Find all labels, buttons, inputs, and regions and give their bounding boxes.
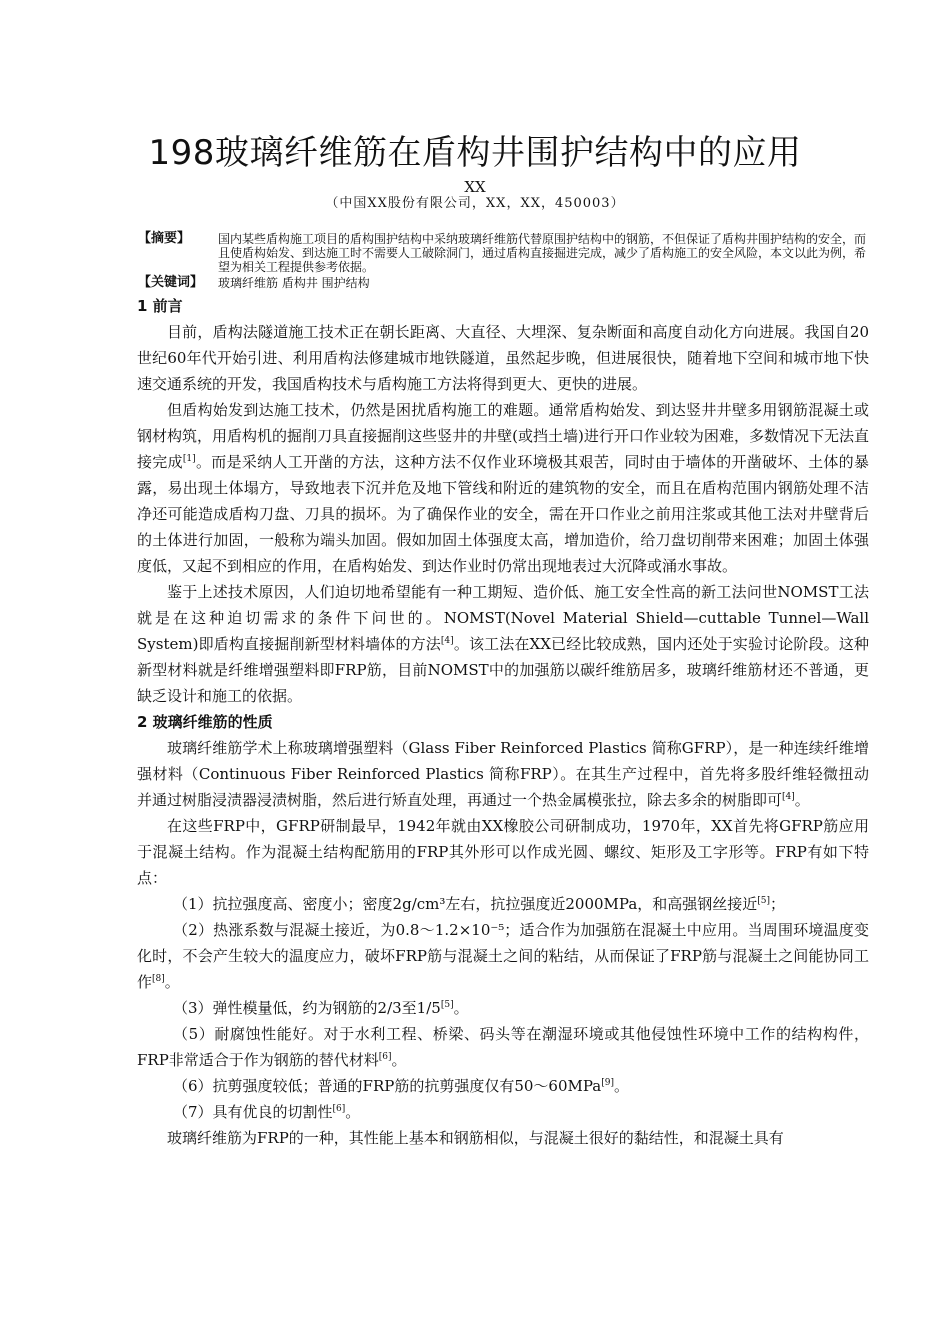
body-text — [137, 293, 869, 1151]
paragraph: 目前，盾构法隧道施工技术正在朝长距离、大直径、大埋深、复杂断面和高度自动化方向进展。我国自20世纪60年代开始引进、利用盾构法修建城市地铁隧道，虽然起步晚，但进展很快，随着地下空间和城市地下快速交通系统的开发，我国盾构技术与盾构施工方法将得到更大、更快的进展。 — [137, 323, 869, 393]
paragraph: 在这些FRP中，GFRP研制最早，1942年就由XX橡胶公司研制成功，1970年，XX首先将GFRP筋应用于混凝土结构。作为混凝土结构配筋用的FRP其外形可以作成光圆、螺纹、矩形及工字形等。FRP有如下特点： — [137, 817, 869, 887]
text-run: 。 — [164, 973, 180, 991]
paragraph: 玻璃纤维筋为FRP的一种，其性能上基本和钢筋相似，与混凝土很好的黏结性，和混凝土具有 — [167, 1129, 784, 1147]
text-run: （5）耐腐蚀性能好。对于水利工程、桥梁、码头等在潮湿环境或其他侵蚀性环境中工作的结构构件，FRP非常适合于作为钢筋的替代材料 — [137, 1025, 869, 1069]
text-run: 。 — [453, 999, 469, 1017]
text-run: 鉴于上述技术原因，人们迫切地希望能有一种工期短、造价低、施工安全性高的新工法问世NOMST工法就是在这种迫切需求的条件下问世的。NOMST(Novel Material Shield—cuttable Tunnel—Wall System)即盾构直接掘削新型材料墙体的方法 — [137, 583, 869, 653]
list-item — [137, 1021, 869, 1073]
paragraph — [137, 397, 869, 579]
citation[interactable]: [8] — [152, 974, 165, 984]
text-run: 玻璃纤维筋学术上称玻璃增强塑料（Glass Fiber Reinforced Plastics 简称GFRP），是一种连续纤维增强材料（Continuous Fiber Reinforced Plastics 简称FRP）。在其生产过程中，首先将多股纤维轻微扭动并通过树脂浸渍器浸渍树脂，然后进行矫直处理，再通过一个热金属模张拉，除去多余的树脂即可 — [137, 739, 869, 809]
citation[interactable]: [5] — [440, 1000, 454, 1010]
citation[interactable]: [9] — [601, 1078, 614, 1088]
paper-title: 198玻璃纤维筋在盾构井围护结构中的应用 — [148, 133, 802, 173]
keywords-text: 玻璃纤维筋 盾构井 围护结构 — [218, 276, 370, 290]
abstract-label: 【摘要】 — [138, 231, 191, 246]
text-run: （6）抗剪强度较低；普通的FRP筋的抗剪强度仅有50～60MPa — [173, 1077, 602, 1095]
citation[interactable]: [6] — [378, 1052, 392, 1062]
paragraph — [137, 735, 869, 813]
text-run: （3）弹性模量低，约为钢筋的2/3至1/5 — [173, 999, 441, 1017]
text-run: 但盾构始发到达施工技术，仍然是困扰盾构施工的难题。通常盾构始发、到达竖井井壁多用钢筋混凝土或钢材构筑，用盾构机的掘削刀具直接掘削这些竖井的井壁(或挡土墙)进行开口作业较为困难，多数情况下无法直接完成 — [137, 401, 869, 471]
citation[interactable]: [1] — [182, 454, 196, 464]
list-item — [137, 917, 869, 995]
text-run: ； — [770, 895, 786, 913]
list-item — [137, 995, 869, 1021]
abstract-row — [138, 232, 866, 274]
author: XX — [464, 178, 486, 196]
citation[interactable]: [5] — [757, 896, 771, 906]
text-run: 。 — [345, 1103, 361, 1121]
list-item — [137, 1073, 869, 1099]
affiliation: （中国XX股份有限公司，XX，XX，450003） — [325, 196, 625, 211]
text-run: （1）抗拉强度高、密度小；密度2g/cm³左右，抗拉强度近2000MPa，和高强钢丝接近 — [173, 895, 758, 913]
section-2-heading: 2 玻璃纤维筋的性质 — [137, 713, 273, 731]
text-run: 。 — [391, 1051, 407, 1069]
list-item — [137, 891, 869, 917]
citation[interactable]: [6] — [332, 1104, 346, 1114]
citation[interactable]: [4] — [440, 636, 454, 646]
text-run: 。 — [794, 791, 810, 809]
section-1-heading: 1 前言 — [137, 297, 183, 315]
keywords-row — [138, 276, 866, 290]
citation[interactable]: [4] — [782, 792, 795, 802]
list-item — [137, 1099, 869, 1125]
text-run: 。 — [614, 1077, 630, 1095]
text-run: 。而是采纳人工开凿的方法，这种方法不仅作业环境极其艰苦，同时由于墙体的开凿破坏、土体的暴露，易出现土体塌方，导致地表下沉并危及地下管线和附近的建筑物的安全，而且在盾构范围内钢筋处理不洁净还可能造成盾构刀盘、刀具的损坏。为了确保作业的安全，需在开口作业之前用注浆或其他工法对井壁背后的土体进行加固，一般称为端头加固。假如加固土体强度太高，增加造价，给刀盘切削带来困难；加固土体强度低，又起不到相应的作用，在盾构始发、到达作业时仍常出现地表过大沉降或涌水事故。 — [137, 453, 869, 575]
keywords-label: 【关键词】 — [138, 275, 204, 290]
text-run: （7）具有优良的切割性 — [173, 1103, 333, 1121]
text-run: （2）热涨系数与混凝土接近，为0.8～1.2×10⁻⁵；适合作为加强筋在混凝土中应用。当周围环境温度变化时，不会产生较大的温度应力，破坏FRP筋与混凝土之间的粘结，从而保证了FRP筋与混凝土之间能协同工作 — [137, 921, 869, 991]
paragraph — [137, 579, 869, 709]
abstract-block — [138, 232, 866, 290]
abstract-text: 国内某些盾构施工项目的盾构围护结构中采纳玻璃纤维筋代替原围护结构中的钢筋，不但保证了盾构井围护结构的安全，而且使盾构始发、到达施工时不需要人工破除洞门，通过盾构直接掘进完成，减少了盾构施工的安全风险，本文以此为例，希望为相关工程提供参考依据。 — [218, 232, 867, 274]
text-run: 。该工法在XX已经比较成熟，国内还处于实验讨论阶段。这种新型材料就是纤维增强塑料即FRP筋，目前NOMST中的加强筋以碳纤维筋居多，玻璃纤维筋材还不普通，更缺乏设计和施工的依据。 — [137, 635, 869, 705]
